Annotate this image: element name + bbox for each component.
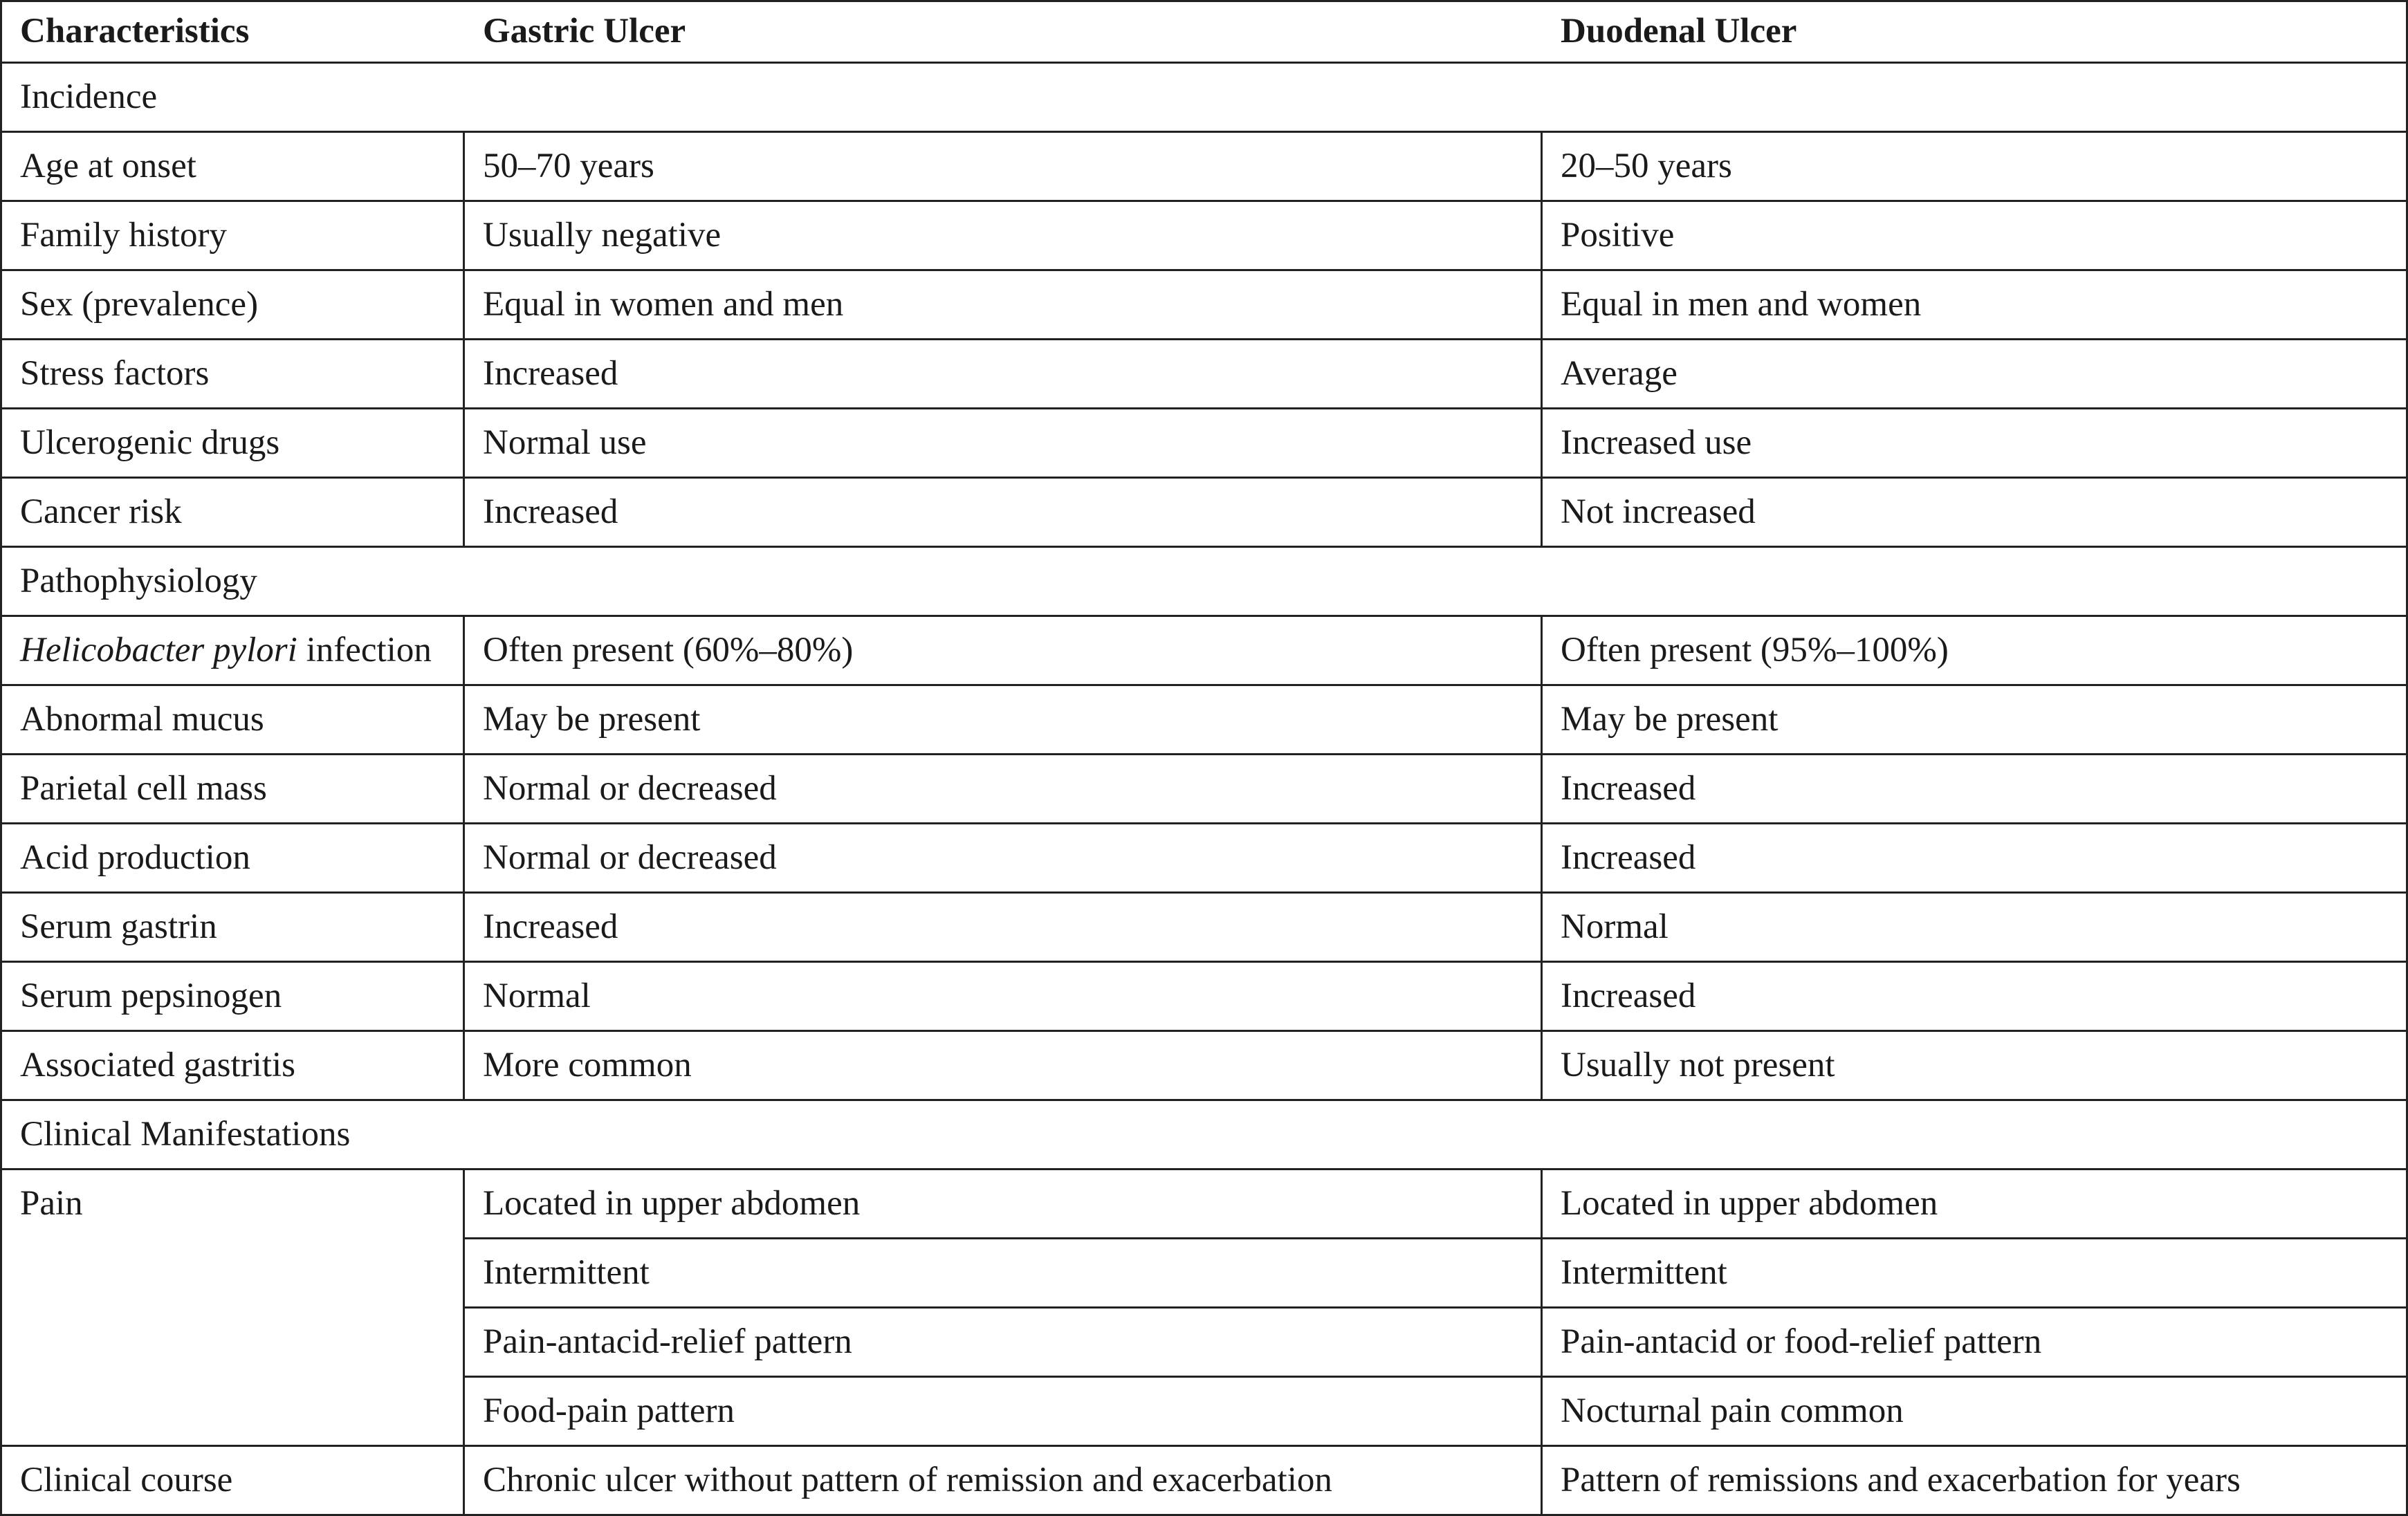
cell-gastric: Normal bbox=[465, 963, 1543, 1032]
cell-duodenal: Positive bbox=[1543, 202, 2408, 271]
cell-characteristic: Abnormal mucus bbox=[2, 686, 465, 755]
cell-characteristic: Serum gastrin bbox=[2, 894, 465, 963]
cell-duodenal: Increased use bbox=[1543, 409, 2408, 479]
cell-duodenal: Increased bbox=[1543, 824, 2408, 894]
cell-characteristic: Acid production bbox=[2, 824, 465, 894]
cell-characteristic bbox=[2, 617, 465, 686]
characteristic-label bbox=[20, 629, 432, 672]
cell-duodenal: May be present bbox=[1543, 686, 2408, 755]
cell-duodenal: Intermittent bbox=[1543, 1239, 2408, 1309]
header-duodenal-ulcer: Duodenal Ulcer bbox=[1543, 2, 2408, 64]
cell-duodenal: Usually not present bbox=[1543, 1032, 2408, 1101]
cell-gastric: Usually negative bbox=[465, 202, 1543, 271]
cell-characteristic: Cancer risk bbox=[2, 479, 465, 548]
header-gastric-ulcer: Gastric Ulcer bbox=[465, 2, 1543, 64]
cell-duodenal: Not increased bbox=[1543, 479, 2408, 548]
cell-characteristic: Clinical course bbox=[2, 1447, 465, 1516]
cell-gastric: Pain-antacid-relief pattern bbox=[465, 1309, 1543, 1378]
cell-gastric: May be present bbox=[465, 686, 1543, 755]
section-heading-clinical-manifestations: Clinical Manifestations bbox=[2, 1101, 2408, 1170]
cell-characteristic: Stress factors bbox=[2, 340, 465, 409]
characteristic-suffix: infection bbox=[306, 630, 432, 669]
cell-gastric: Intermittent bbox=[465, 1239, 1543, 1309]
cell-gastric: Normal or decreased bbox=[465, 824, 1543, 894]
cell-duodenal: Pain-antacid or food-relief pattern bbox=[1543, 1309, 2408, 1378]
header-characteristics: Characteristics bbox=[2, 2, 465, 64]
cell-gastric: Increased bbox=[465, 894, 1543, 963]
cell-characteristic: Parietal cell mass bbox=[2, 755, 465, 824]
cell-characteristic: Associated gastritis bbox=[2, 1032, 465, 1101]
cell-duodenal: Located in upper abdomen bbox=[1543, 1170, 2408, 1239]
cell-gastric: Equal in women and men bbox=[465, 271, 1543, 340]
cell-gastric: Normal or decreased bbox=[465, 755, 1543, 824]
cell-gastric: Chronic ulcer without pattern of remission and exacerbation bbox=[465, 1447, 1543, 1516]
cell-gastric: Often present (60%–80%) bbox=[465, 617, 1543, 686]
cell-gastric: Located in upper abdomen bbox=[465, 1170, 1543, 1239]
cell-duodenal: Equal in men and women bbox=[1543, 271, 2408, 340]
pain-label: Pain bbox=[20, 1184, 83, 1223]
cell-characteristic bbox=[2, 1170, 465, 1447]
cell-gastric: Increased bbox=[465, 479, 1543, 548]
cell-duodenal: Increased bbox=[1543, 755, 2408, 824]
cell-characteristic: Age at onset bbox=[2, 133, 465, 202]
cell-gastric: Food-pain pattern bbox=[465, 1378, 1543, 1447]
cell-gastric: More common bbox=[465, 1032, 1543, 1101]
organism-name: Helicobacter pylori bbox=[20, 630, 297, 669]
cell-characteristic: Ulcerogenic drugs bbox=[2, 409, 465, 479]
cell-gastric: 50–70 years bbox=[465, 133, 1543, 202]
cell-characteristic: Serum pepsinogen bbox=[2, 963, 465, 1032]
cell-gastric: Increased bbox=[465, 340, 1543, 409]
cell-duodenal: Nocturnal pain common bbox=[1543, 1378, 2408, 1447]
cell-duodenal: Average bbox=[1543, 340, 2408, 409]
cell-duodenal: Often present (95%–100%) bbox=[1543, 617, 2408, 686]
cell-duodenal: 20–50 years bbox=[1543, 133, 2408, 202]
cell-characteristic: Sex (prevalence) bbox=[2, 271, 465, 340]
section-heading-incidence: Incidence bbox=[2, 64, 2408, 133]
section-heading-pathophysiology: Pathophysiology bbox=[2, 548, 2408, 617]
cell-duodenal: Increased bbox=[1543, 963, 2408, 1032]
cell-gastric: Normal use bbox=[465, 409, 1543, 479]
cell-duodenal: Normal bbox=[1543, 894, 2408, 963]
cell-duodenal: Pattern of remissions and exacerbation for years bbox=[1543, 1447, 2408, 1516]
cell-characteristic: Family history bbox=[2, 202, 465, 271]
